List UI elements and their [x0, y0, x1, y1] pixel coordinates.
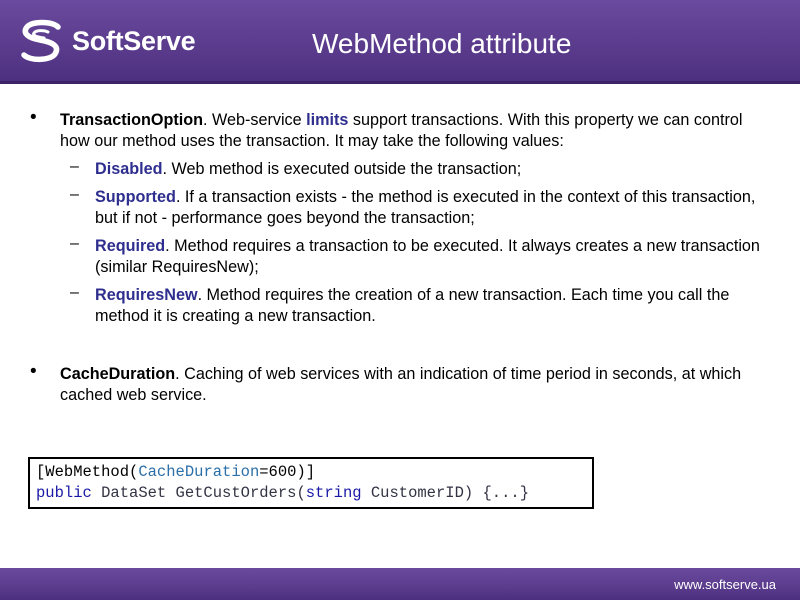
sub-bullet-dash: –: [70, 284, 79, 301]
term-supported: Supported: [95, 188, 176, 206]
logo-text: SoftServe: [72, 25, 196, 56]
text-segment: . Web-service: [203, 111, 307, 129]
code-token-attribute: CacheDuration: [138, 463, 260, 481]
code-token: DataSet GetCustOrders(: [91, 484, 306, 502]
slide-footer: [0, 568, 800, 600]
cache-duration-paragraph: [60, 364, 765, 406]
sub-bullet-dash: –: [70, 186, 79, 203]
sub-item-text: . Method requires the creation of a new transaction. Each time you call the method it is creating a new transaction.: [95, 286, 730, 325]
code-token-keyword: public: [36, 484, 92, 502]
slide-title: WebMethod attribute: [312, 28, 572, 59]
code-line-2: [36, 484, 529, 502]
code-token: =600)]: [259, 463, 316, 481]
sub-bullet-dash: –: [70, 235, 79, 252]
transaction-option-paragraph: [60, 110, 765, 152]
bullet-dot: •: [30, 361, 37, 382]
code-token-keyword: string: [305, 484, 362, 502]
code-sample-box: [28, 457, 594, 509]
term-disabled: Disabled: [95, 160, 163, 178]
sub-item-text: . Web method is executed outside the transaction;: [162, 160, 522, 178]
term-required: Required: [95, 237, 166, 255]
text-segment: . Caching of web services with an indication of time period in seconds, at which cached web service.: [60, 365, 742, 404]
term-cache-duration: CacheDuration: [60, 365, 176, 383]
sub-item-disabled: [95, 159, 775, 180]
term-limits: limits: [306, 111, 349, 129]
term-requiresnew: RequiresNew: [95, 286, 198, 304]
sub-item-requiresnew: [95, 285, 775, 327]
code-token: CustomerID) {...}: [361, 484, 529, 502]
sub-item-text: . If a transaction exists - the method is executed in the context of this transaction, but if not - performance goes beyond the transaction;: [95, 188, 756, 227]
footer-url: www.softserve.ua: [674, 577, 776, 592]
sub-bullet-dash: –: [70, 158, 79, 175]
sub-item-supported: [95, 187, 775, 229]
text-segment: support transactions. With this property we can control how our method uses the transaction. It may take the following values:: [60, 111, 743, 150]
sub-item-required: [95, 236, 775, 278]
code-line-1: [36, 463, 315, 481]
sub-item-text: . Method requires a transaction to be executed. It always creates a new transaction (similar RequiresNew);: [95, 237, 760, 276]
term-transaction-option: TransactionOption: [60, 111, 203, 129]
code-token: [WebMethod(: [36, 463, 139, 481]
bullet-dot: •: [30, 107, 37, 128]
